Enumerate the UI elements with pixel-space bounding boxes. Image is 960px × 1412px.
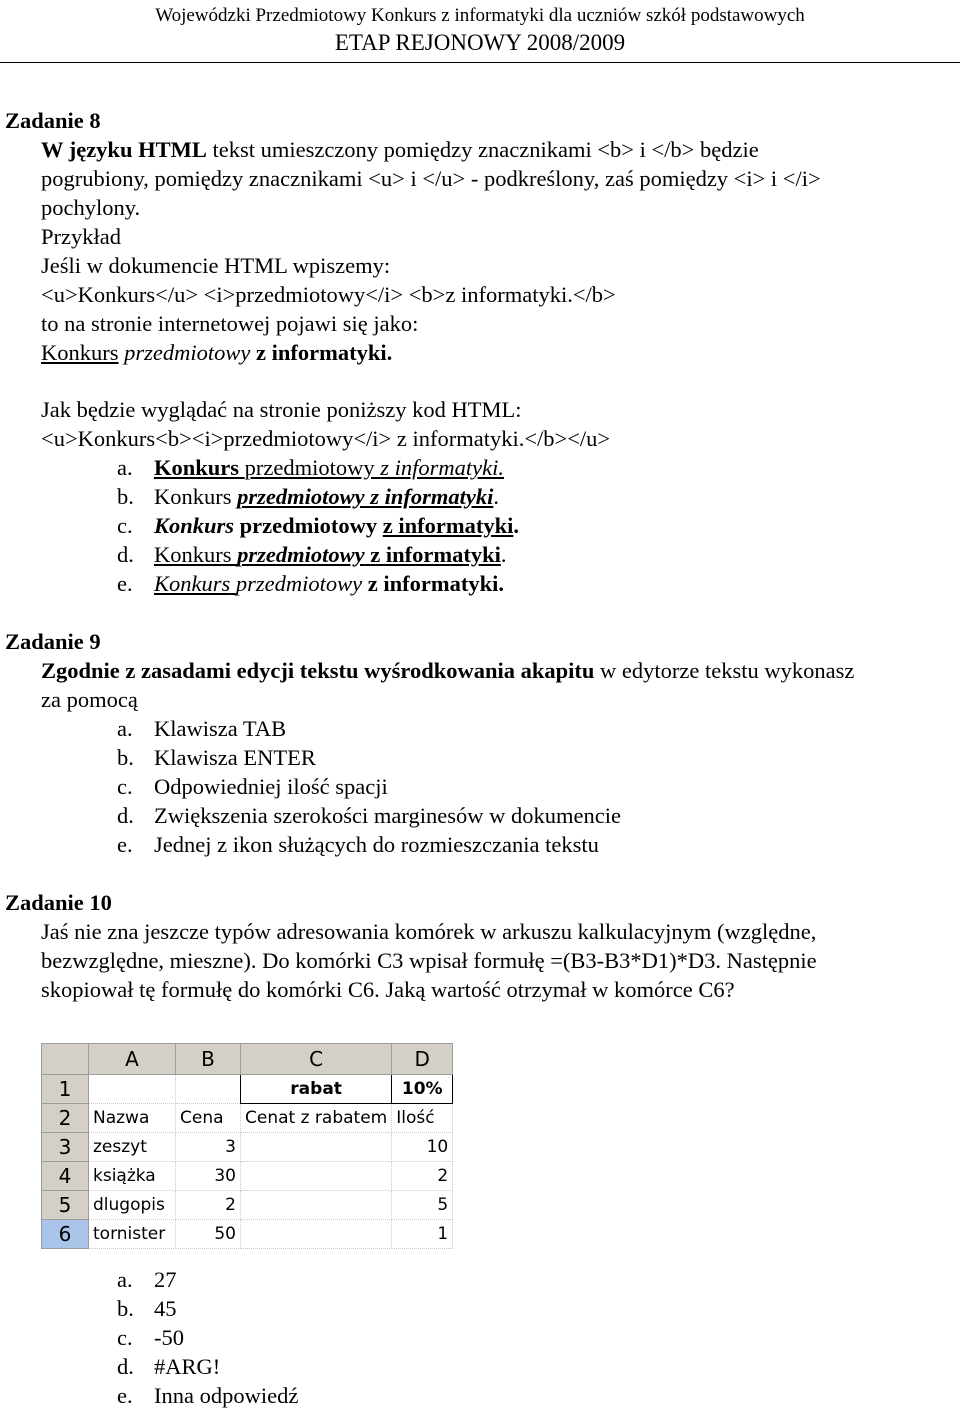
task8-bold-phrase: W języku HTML <box>41 137 207 162</box>
option-text: Zwiększenia szerokości marginesów w dokumencie <box>154 803 621 828</box>
option-d-w2: przedmiotowy <box>237 542 365 567</box>
select-all-corner[interactable] <box>42 1044 89 1075</box>
option-label: a. <box>117 455 133 480</box>
option-text: Klawisza ENTER <box>154 745 316 770</box>
row-header-6[interactable]: 6 <box>42 1220 89 1249</box>
option-c-w2: przedmiotowy <box>239 513 378 538</box>
option-c-w3: z informatyki <box>382 513 514 538</box>
option-b-w3: z informatyki <box>370 484 494 509</box>
option-label: a. <box>117 1267 133 1292</box>
render-word2: przedmiotowy <box>124 340 251 365</box>
row-header-2[interactable]: 2 <box>42 1104 89 1133</box>
column-header-b[interactable]: B <box>176 1044 241 1075</box>
option-e-w1: Konkurs <box>154 571 231 596</box>
header-divider <box>0 62 960 63</box>
column-header-row <box>42 1044 453 1075</box>
task8-example-intro: Jeśli w dokumencie HTML wpiszemy: <box>41 253 391 278</box>
task8-example-label: Przykład <box>41 224 121 249</box>
task10-option-b[interactable] <box>117 1294 177 1323</box>
render-word3: z informatyki. <box>256 340 393 365</box>
option-e-w3: z informatyki. <box>367 571 504 596</box>
task10-option-d[interactable] <box>117 1352 220 1381</box>
option-label: b. <box>117 484 134 509</box>
option-label: d. <box>117 803 134 828</box>
task9-option-b[interactable] <box>117 743 316 772</box>
option-a-w1: Konkurs <box>154 455 240 480</box>
option-d-w4: . <box>500 542 507 567</box>
sheet-row-3 <box>42 1133 453 1162</box>
sheet-row-2 <box>42 1104 453 1133</box>
task9-question-line1 <box>41 656 854 685</box>
task9-title: Zadanie 9 <box>5 629 101 654</box>
option-label: c. <box>117 774 133 799</box>
option-text: #ARG! <box>154 1354 221 1379</box>
option-d-w3: z informatyki <box>370 542 501 567</box>
cell-d6[interactable]: 1 <box>392 1220 453 1249</box>
row-header-3[interactable]: 3 <box>42 1133 89 1162</box>
task10-title: Zadanie 10 <box>5 890 112 915</box>
task9-option-e[interactable] <box>117 830 599 859</box>
task8-example-render <box>41 338 392 367</box>
option-label: b. <box>117 745 134 770</box>
task8-title: Zadanie 8 <box>5 108 101 133</box>
task9-option-c[interactable] <box>117 772 388 801</box>
option-label: b. <box>117 1296 134 1321</box>
cell-b6[interactable]: 50 <box>176 1220 241 1249</box>
task8-question-code: <u>Konkurs<b><i>przedmiotowy</i> z informatyki.</b></u> <box>41 426 611 451</box>
render-word1: Konkurs <box>41 340 119 365</box>
sheet-row-5 <box>42 1191 453 1220</box>
option-d-w1: Konkurs <box>154 542 232 567</box>
option-label: c. <box>117 513 133 538</box>
option-c-w1: Konkurs <box>154 513 235 538</box>
column-header-c[interactable]: C <box>241 1044 392 1075</box>
cell-c1[interactable]: rabat <box>241 1075 392 1104</box>
cell-a3[interactable]: zeszyt <box>89 1133 176 1162</box>
option-text: -50 <box>154 1325 184 1350</box>
option-a-w3: z informatyki. <box>380 455 505 480</box>
task8-option-d[interactable] <box>117 540 506 569</box>
row-header-5[interactable]: 5 <box>42 1191 89 1220</box>
sheet-row-4 <box>42 1162 453 1191</box>
option-text: 27 <box>154 1267 177 1292</box>
option-label: e. <box>117 832 133 857</box>
column-header-a[interactable]: A <box>89 1044 176 1075</box>
cell-c4[interactable] <box>241 1162 392 1191</box>
task8-example-code: <u>Konkurs</u> <i>przedmiotowy</i> <b>z informatyki.</b> <box>41 282 616 307</box>
task8-question: Jak będzie wyglądać na stronie poniższy kod HTML: <box>41 397 522 422</box>
header-competition-title: Wojewódzki Przedmiotowy Konkurs z informatyki dla uczniów szkół podstawowych <box>155 5 805 26</box>
task8-paragraph-line1 <box>41 135 759 164</box>
row-header-4[interactable]: 4 <box>42 1162 89 1191</box>
task9-question-line2: za pomocą <box>41 687 138 712</box>
task9-line1-rest: w edytorze tekstu wykonasz <box>594 658 855 683</box>
task8-option-a[interactable] <box>117 453 504 482</box>
cell-c5[interactable] <box>241 1191 392 1220</box>
task8-option-c[interactable] <box>117 511 519 540</box>
option-text: 45 <box>154 1296 177 1321</box>
task9-bold-phrase: Zgodnie z zasadami edycji tekstu wyśrodkowania akapitu <box>41 658 595 683</box>
cell-d4[interactable]: 2 <box>392 1162 453 1191</box>
cell-b3[interactable]: 3 <box>176 1133 241 1162</box>
task9-option-a[interactable] <box>117 714 286 743</box>
option-label: e. <box>117 571 133 596</box>
cell-c3[interactable] <box>241 1133 392 1162</box>
task10-line1: Jaś nie zna jeszcze typów adresowania komórek w arkuszu kalkulacyjnym (względne, <box>41 919 817 944</box>
task10-option-e[interactable] <box>117 1381 298 1410</box>
cell-a6[interactable]: tornister <box>89 1220 176 1249</box>
sheet-row-1 <box>42 1075 453 1104</box>
option-text: Odpowiedniej ilość spacji <box>154 774 388 799</box>
row-header-1[interactable]: 1 <box>42 1075 89 1104</box>
cell-b5[interactable]: 2 <box>176 1191 241 1220</box>
task10-line3: skopiował tę formułę do komórki C6. Jaką wartość otrzymał w komórce C6? <box>41 977 735 1002</box>
option-text: Jednej z ikon służących do rozmieszczania tekstu <box>154 832 599 857</box>
option-label: a. <box>117 716 133 741</box>
option-b-w4: . <box>493 484 500 509</box>
task8-paragraph-line2: pogrubiony, pomiędzy znacznikami <u> i </u> - podkreślony, zaś pomiędzy <i> i </i> <box>41 166 821 191</box>
option-b-w2: przedmiotowy <box>237 484 365 509</box>
cell-a1[interactable] <box>89 1075 176 1104</box>
option-c-w4: . <box>513 513 520 538</box>
column-header-d[interactable]: D <box>392 1044 453 1075</box>
task8-option-e[interactable] <box>117 569 504 598</box>
task10-option-a[interactable] <box>117 1265 177 1294</box>
header-stage: ETAP REJONOWY 2008/2009 <box>334 30 626 55</box>
option-text: Klawisza TAB <box>154 716 287 741</box>
cell-d5[interactable]: 5 <box>392 1191 453 1220</box>
cell-b4[interactable]: 30 <box>176 1162 241 1191</box>
cell-c6[interactable] <box>241 1220 392 1249</box>
option-text: Inna odpowiedź <box>154 1383 299 1408</box>
task8-option-b[interactable] <box>117 482 499 511</box>
cell-d3[interactable]: 10 <box>392 1133 453 1162</box>
cell-d1[interactable]: 10% <box>392 1075 453 1104</box>
option-a-w2: przedmiotowy <box>244 455 375 480</box>
cell-a5[interactable]: dlugopis <box>89 1191 176 1220</box>
option-e-w2: przedmiotowy <box>235 571 363 596</box>
task10-option-c[interactable] <box>117 1323 184 1352</box>
cell-c2[interactable]: Cenat z rabatem <box>241 1104 392 1133</box>
option-label: c. <box>117 1325 133 1350</box>
option-b-w1: Konkurs <box>154 484 232 509</box>
task9-option-d[interactable] <box>117 801 621 830</box>
cell-a4[interactable]: książka <box>89 1162 176 1191</box>
option-label: d. <box>117 542 134 567</box>
cell-b2[interactable]: Cena <box>176 1104 241 1133</box>
spreadsheet <box>41 1043 453 1249</box>
cell-d2[interactable]: Ilość <box>392 1104 453 1133</box>
task8-line1-rest: tekst umieszczony pomiędzy znacznikami <b> i </b> będzie <box>206 137 759 162</box>
task8-paragraph-line3: pochylony. <box>41 195 141 220</box>
cell-a2[interactable]: Nazwa <box>89 1104 176 1133</box>
task8-example-result-intro: to na stronie internetowej pojawi się jako: <box>41 311 419 336</box>
option-label: d. <box>117 1354 134 1379</box>
cell-b1[interactable] <box>176 1075 241 1104</box>
option-label: e. <box>117 1383 133 1408</box>
task10-line2: bezwzględne, mieszne). Do komórki C3 wpisał formułę =(B3-B3*D1)*D3. Następnie <box>41 948 817 973</box>
sheet-row-6 <box>42 1220 453 1249</box>
